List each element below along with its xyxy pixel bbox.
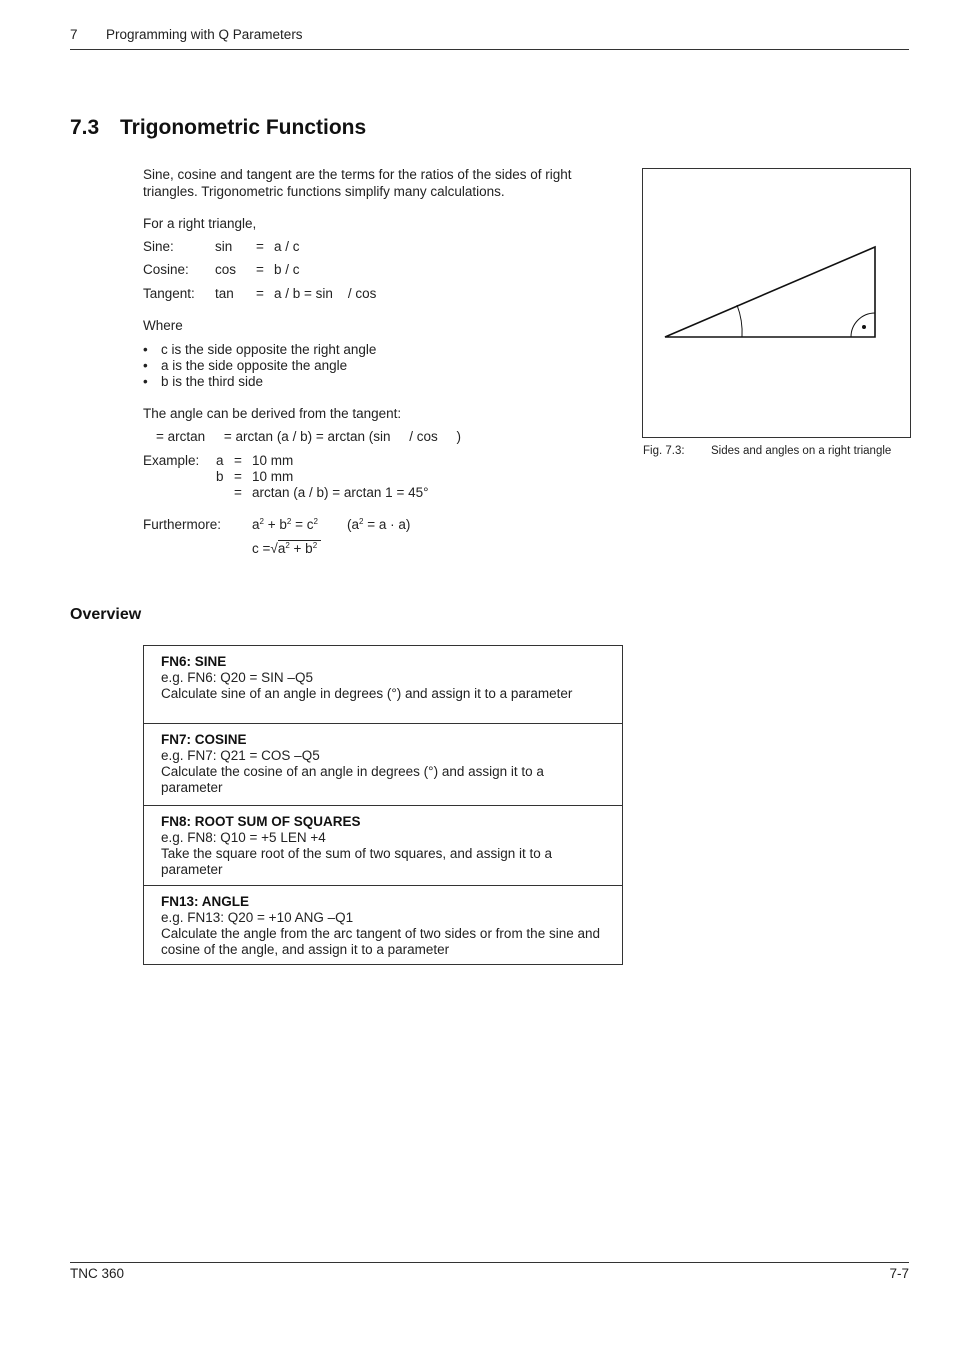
intro-paragraph: Sine, cosine and tangent are the terms for the ratios of the sides of right triangles. Trigonometric functions simplify many calculations. xyxy=(143,167,572,199)
header-chapter-title: Programming with Q Parameters xyxy=(106,27,303,42)
list-item: • c is the side opposite the right angle xyxy=(143,342,377,357)
example-val: 10 mm xyxy=(252,453,294,468)
example-eq: = xyxy=(234,469,242,484)
example-var: b xyxy=(216,469,224,484)
where-label: Where xyxy=(143,318,183,333)
example-label: Example: xyxy=(143,453,200,468)
def-eq: = xyxy=(256,239,264,254)
example-eq: = xyxy=(234,485,242,500)
def-name: Cosine: xyxy=(143,262,189,277)
def-name: Tangent: xyxy=(143,286,195,301)
function-description: Calculate the cosine of an angle in degrees (°) and assign it to a parameter xyxy=(161,764,544,795)
example-val: arctan (a / b) = arctan 1 = 45° xyxy=(252,485,429,500)
bullet-icon: • xyxy=(143,342,148,357)
list-item: • b is the third side xyxy=(143,374,264,389)
overview-table xyxy=(143,645,623,965)
section-number: 7.3 xyxy=(70,116,100,139)
function-title: FN6: SINE xyxy=(161,654,227,669)
right-triangle-label: For a right triangle, xyxy=(143,216,257,231)
function-title: FN13: ANGLE xyxy=(161,894,250,909)
right-angle-arc xyxy=(851,313,875,337)
function-description: Calculate the angle from the arc tangent of two sides or from the sine and cosine of the angle, and assign it to a parameter xyxy=(161,926,600,957)
angle-arc xyxy=(737,305,742,337)
footer-page-number: 7-7 xyxy=(889,1266,909,1281)
example-eq: = xyxy=(234,453,242,468)
def-expr: a / c xyxy=(274,239,300,254)
def-fn: sin xyxy=(215,239,233,254)
arctan-formula: = arctan = arctan (a / b) = arctan (sin / cos ) xyxy=(156,429,461,444)
def-eq: = xyxy=(256,262,264,277)
overview-row xyxy=(144,646,622,724)
bullet-icon: • xyxy=(143,358,148,373)
def-eq: = xyxy=(256,286,264,301)
figure-caption: Sides and angles on a right triangle xyxy=(711,445,892,457)
figure-number: Fig. 7.3: xyxy=(643,445,685,457)
tangent-label: The angle can be derived from the tangent: xyxy=(143,406,402,421)
overview-row xyxy=(144,806,622,886)
example-var: a xyxy=(216,453,224,468)
overview-heading: Overview xyxy=(70,606,142,623)
footer-manual-name: TNC 360 xyxy=(70,1266,125,1281)
square-root-icon: √ xyxy=(270,541,278,556)
overview-row xyxy=(144,886,622,964)
function-description: Calculate sine of an angle in degrees (°) and assign it to a parameter xyxy=(161,686,573,701)
function-example: e.g. FN8: Q10 = +5 LEN +4 xyxy=(161,830,326,845)
function-title: FN7: COSINE xyxy=(161,732,247,747)
hypotenuse-formula: $c =√a^2 + b^2$ xyxy=(252,541,321,556)
square-definition: $(a^2 = a \cdot a)$ xyxy=(347,517,411,532)
triangle-shape xyxy=(665,247,875,337)
def-fn: cos xyxy=(215,262,237,277)
def-expr: b / c xyxy=(274,262,300,277)
bullet-icon: • xyxy=(143,374,148,389)
right-triangle-diagram xyxy=(643,169,910,437)
function-example: e.g. FN7: Q21 = COS –Q5 xyxy=(161,748,320,763)
def-name: Sine: xyxy=(143,239,174,254)
list-item: • a is the side opposite the angle xyxy=(143,358,348,373)
function-title: FN8: ROOT SUM OF SQUARES xyxy=(161,814,361,829)
def-expr: a / b = sin / cos xyxy=(274,286,377,301)
def-fn: tan xyxy=(215,286,234,301)
bullet-list xyxy=(143,342,376,390)
overview-row xyxy=(144,724,622,806)
example-val: 10 mm xyxy=(252,469,294,484)
furthermore-label: Furthermore: xyxy=(143,517,222,532)
header-chapter-number: 7 xyxy=(70,27,78,42)
header-rule xyxy=(70,49,909,50)
section-heading xyxy=(70,116,366,140)
footer-rule xyxy=(70,1262,909,1263)
function-example: e.g. FN6: Q20 = SIN –Q5 xyxy=(161,670,313,685)
pythagoras-formula: $a^2 + b^2 = c^2$ xyxy=(252,517,318,532)
right-angle-dot xyxy=(862,325,866,329)
section-title: Trigonometric Functions xyxy=(120,116,367,139)
triangle-figure xyxy=(642,168,911,438)
function-description: Take the square root of the sum of two squares, and assign it to a parameter xyxy=(161,846,552,877)
function-example: e.g. FN13: Q20 = +10 ANG –Q1 xyxy=(161,910,354,925)
